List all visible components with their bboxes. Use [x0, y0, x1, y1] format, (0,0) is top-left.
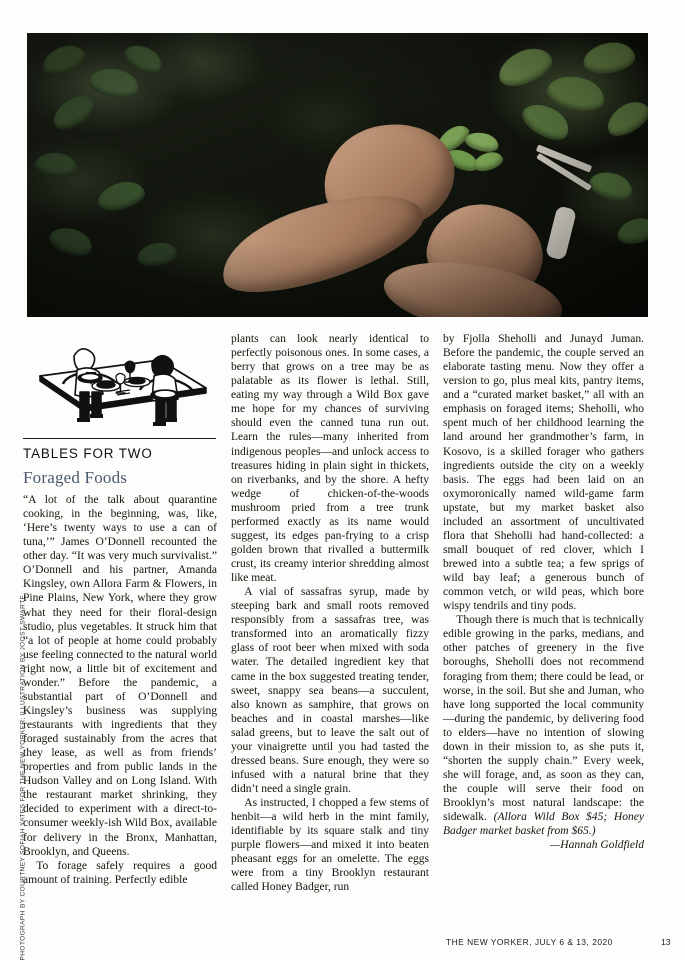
story-title: Foraged Foods: [23, 468, 128, 487]
page-footer: THE NEW YORKER, JULY 6 & 13, 2020: [446, 937, 613, 947]
paragraph-final-text: Though there is much that is technically edible growing in the parks, medians, and other patches of greenery in the five boroughs, Sheholli does not recommend foraging from them; there could be lead, or worse, in the soil. But she and Juman, who have long supported the local community—during the pandemic, by delivering food to elders—have no intention of slowing down in their mission to, as she puts it, “shorten the supply chain.” Every week, she will forage, and, as soon as they can, the couple will serve their food on Brooklyn’s most natural landscape: the sidewalk.: [443, 614, 644, 824]
photo-credit-rail: [0, 0, 27, 960]
page-number: 13: [661, 937, 671, 947]
paragraph: A vial of sassafras syrup, made by steeping bark and small roots removed responsibly from a sassafras tree, was transformed into an aromatically fizzy glass of root beer when mixed with soda water. The detailed ingredient key that came in the box suggested treating tender, sweet, snappy sea beans—a succulent, also known as samphire, that grows on beaches and in coastal marshes—like salad greens, but to leave the salt out of your vinaigrette until you had tasted the dressed beans. Sure enough, they were so infused with a natural brine that they didn’t need a single grain.: [231, 586, 429, 795]
paragraph-final: [443, 613, 644, 838]
paragraph: by Fjolla Sheholli and Junayd Juman. Before the pandemic, the couple served an elaborate tasting menu. Now they offer a version to go, plus meal kits, pantry items, and a “curated market basket,” all with an emphasis on foraged items; Sheholli, who spent much of her childhood learning the land around her grandmother’s farm, in Kosovo, is a skilled forager who gathers ingredients outside the city on a weekly basis. The eggs had been laid on an oxymoronically named wild-game farm upstate, but my market basket also included an assortment of uncultivated flora that Sheholli had hand-collected: a small bouquet of red clover, which I brewed into a subtle tea; a few sprigs of wild bay leaf; a generous bunch of common vetch, or wild peas, which bore wispy tendrils and tiny pods.: [443, 333, 644, 613]
tables-for-two-illustration: [30, 334, 212, 430]
department-heading: TABLES FOR TWO: [23, 446, 153, 461]
illustration-svg: [30, 334, 212, 430]
paragraph: To forage safely requires a good amount of training. Perfectly edible: [23, 859, 217, 886]
author-byline: —Hannah Goldfield: [550, 839, 644, 852]
article-column-3: [443, 332, 644, 852]
paragraph: As instructed, I chopped a few stems of henbit—a wild herb in the mint family, identifiable by its square stalk and tiny purple flowers—and mixed it into beaten pheasant eggs for an omelette. The eggs were from a tiny Brooklyn restaurant called Honey Badger, run: [231, 797, 429, 894]
photo-vignette: [27, 33, 648, 317]
department-rule: [23, 438, 216, 439]
article-photograph: [27, 33, 648, 317]
paragraph: plants can look nearly identical to perfectly poisonous ones. In some cases, a berry that grows on a tree may be as palatable as its flower is lethal. Still, eating my way through a Wild Box gave me hope for my chances of surviving should even the canned tuna run out. Learn the rules—many inherited from indigenous peoples—and unlock access to treasures hiding in plain sight in thickets, on riverbanks, and by the shore. A hefty wedge of chicken-of-the-woods mushroom pried from a tree trunk performed exactly as its name would suggest, its edges pan-frying to a crisp golden brown that rivalled a buttermilk crust, its creamy interior shredding almost like meat.: [231, 333, 429, 585]
photo-credit: PHOTOGRAPH BY COURTNEY SOFIAH YATES FOR THE NEW YORKER; ILLUSTRATION BY JOOST SWARTE: [19, 594, 27, 960]
price-note: (Allora Wild Box $45; Honey Badger market basket from $65.): [443, 811, 644, 838]
paragraph: “A lot of the talk about quarantine cooking, in the beginning, was, like, ‘Here’s twenty ways to use a can of tuna,’” James O’Donnell recounted the other day. “It was very much survivalist.” O’Donnell and his partner, Amanda Kingsley, own Allora Farm & Flowers, in Pine Plains, New York, where they grow what they need for their floral-design studio, plus vegetables. It struck him that “a lot of people at home could probably use feeling connected to the natural world right now, a little bit of excitement and wonder.” Before the pandemic, a substantial part of O’Donnell and Kingsley’s business was supplying restaurants with ingredients that they foraged sustainably from the acres that they lease, as well as from friends’ properties and from public lands in the Hudson Valley and on Long Island. With the restaurant market shrinking, they decided to experiment with a direct-to-consumer weekly-ish Wild Box, available for delivery in the Bronx, Manhattan, Brooklyn, and Queens.: [23, 494, 217, 858]
article-column-1: [23, 493, 217, 887]
article-column-2: [231, 332, 429, 895]
